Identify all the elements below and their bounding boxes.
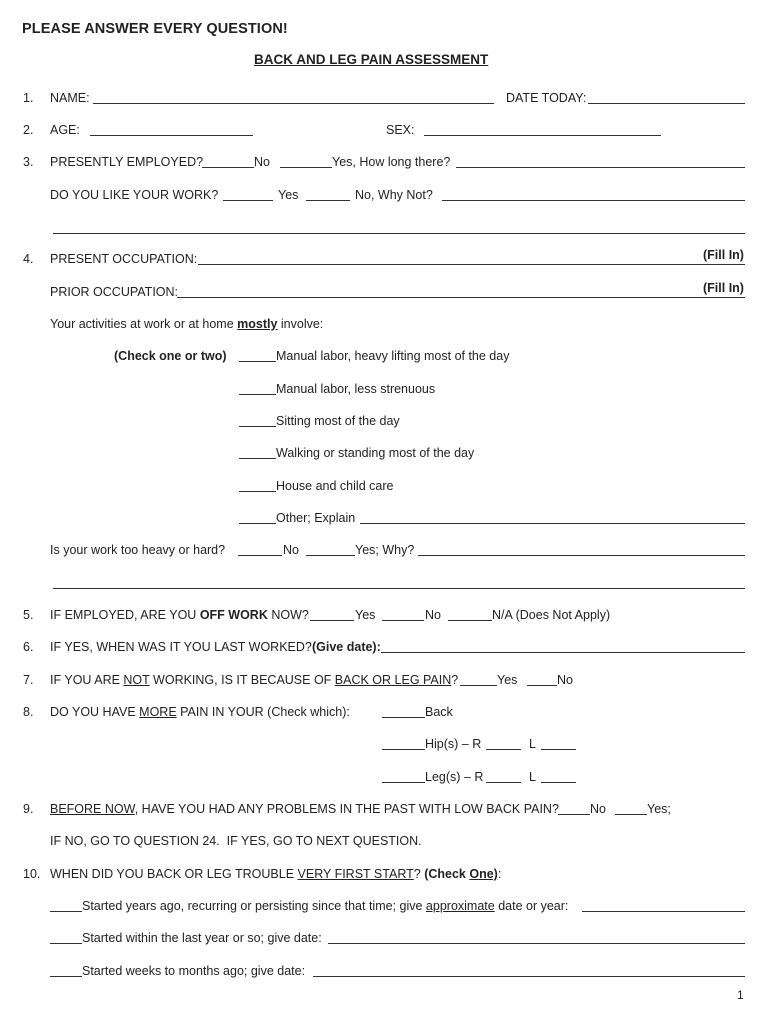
pain-legs-blank[interactable] <box>382 782 425 783</box>
first-start-option-blank[interactable] <box>50 943 82 944</box>
sex-label: SEX: <box>386 123 415 137</box>
work-too-heavy-yes-blank[interactable] <box>306 555 355 556</box>
activity-option-label: Sitting most of the day <box>276 414 400 428</box>
age-field[interactable] <box>90 135 253 136</box>
first-start-years-date-field[interactable] <box>582 911 745 912</box>
off-work-question: IF EMPLOYED, ARE YOU OFF WORK NOW? <box>50 608 309 622</box>
q3-number: 3. <box>23 155 34 169</box>
present-occupation-fill-in-note: (Fill In) <box>703 248 744 262</box>
prior-occupation-label: PRIOR OCCUPATION: <box>50 285 179 299</box>
check-one-or-two-note: (Check one or two) <box>114 349 227 363</box>
like-work-yes-blank[interactable] <box>223 200 273 201</box>
give-date-note: (Give date): <box>312 640 381 654</box>
how-long-field[interactable] <box>456 167 745 168</box>
activity-option-label: Manual labor, less strenuous <box>276 382 436 396</box>
activity-option-blank[interactable] <box>239 491 276 492</box>
past-problems-yes-label: Yes; <box>647 802 671 816</box>
instruction-heading: PLEASE ANSWER EVERY QUESTION! <box>22 21 288 37</box>
pain-back-blank[interactable] <box>382 717 425 718</box>
work-too-heavy-label: Is your work too heavy or hard? <box>50 543 226 557</box>
first-start-option-blank[interactable] <box>50 976 82 977</box>
pain-hips-left-label: L <box>529 737 536 751</box>
why-not-field-line-2[interactable] <box>53 233 745 234</box>
first-start-option-last-year: Started within the last year or so; give date: <box>82 931 322 945</box>
prior-occupation-fill-in-note: (Fill In) <box>703 281 744 295</box>
skip-instruction: IF NO, GO TO QUESTION 24. IF YES, GO TO NEXT QUESTION. <box>50 834 422 848</box>
off-work-no-label: No <box>425 608 441 622</box>
activity-option-label: House and child care <box>276 479 394 493</box>
off-work-no-blank[interactable] <box>382 620 424 621</box>
work-too-heavy-why-field-line-2[interactable] <box>53 588 745 589</box>
q4-number: 4. <box>23 252 34 266</box>
name-field[interactable] <box>93 103 494 104</box>
pain-hips-right-blank[interactable] <box>486 749 521 750</box>
first-start-last-year-date-field[interactable] <box>328 943 745 944</box>
q2-number: 2. <box>23 123 34 137</box>
pain-legs-right-blank[interactable] <box>486 782 521 783</box>
pain-legs-left-blank[interactable] <box>541 782 576 783</box>
employed-yes-blank[interactable] <box>280 167 332 168</box>
past-problems-no-label: No <box>590 802 606 816</box>
q6-number: 6. <box>23 640 34 654</box>
like-work-label: DO YOU LIKE YOUR WORK? <box>50 188 219 202</box>
not-working-no-blank[interactable] <box>527 685 557 686</box>
page-number: 1 <box>737 988 744 1002</box>
pain-legs-left-label: L <box>529 770 536 784</box>
off-work-yes-label: Yes <box>355 608 376 622</box>
q7-number: 7. <box>23 673 34 687</box>
employed-no-label: No <box>254 155 270 169</box>
name-label: NAME: <box>50 91 90 105</box>
like-work-no-blank[interactable] <box>306 200 350 201</box>
prior-occupation-field[interactable] <box>177 297 745 298</box>
activities-prompt: Your activities at work or at home mostly involve: <box>50 317 324 331</box>
past-problems-yes-blank[interactable] <box>615 814 647 815</box>
first-start-option-weeks: Started weeks to months ago; give date: <box>82 964 306 978</box>
first-start-option-blank[interactable] <box>50 911 82 912</box>
activity-option-blank[interactable] <box>239 458 276 459</box>
employed-label: PRESENTLY EMPLOYED? <box>50 155 204 169</box>
work-too-heavy-why-field[interactable] <box>418 555 745 556</box>
past-problems-question: BEFORE NOW, HAVE YOU HAD ANY PROBLEMS IN THE PAST WITH LOW BACK PAIN? <box>50 802 559 816</box>
not-working-yes-label: Yes <box>497 673 518 687</box>
pain-hips-label: Hip(s) – R <box>425 737 482 751</box>
activity-option-blank[interactable] <box>239 523 276 524</box>
last-worked-question: IF YES, WHEN WAS IT YOU LAST WORKED? <box>50 640 312 654</box>
off-work-yes-blank[interactable] <box>310 620 354 621</box>
past-problems-no-blank[interactable] <box>558 814 590 815</box>
q9-number: 9. <box>23 802 34 816</box>
age-label: AGE: <box>50 123 80 137</box>
not-working-yes-blank[interactable] <box>460 685 497 686</box>
first-start-question: WHEN DID YOU BACK OR LEG TROUBLE VERY FIRST START? (Check One): <box>50 867 502 881</box>
q8-number: 8. <box>23 705 34 719</box>
off-work-na-label: N/A (Does Not Apply) <box>492 608 611 622</box>
other-explain-field[interactable] <box>360 523 745 524</box>
not-working-question: IF YOU ARE NOT WORKING, IS IT BECAUSE OF BACK OR LEG PAIN? <box>50 673 459 687</box>
pain-hips-blank[interactable] <box>382 749 425 750</box>
q1-number: 1. <box>23 91 34 105</box>
first-start-weeks-date-field[interactable] <box>313 976 745 977</box>
work-too-heavy-no-label: No <box>283 543 299 557</box>
activity-option-label: Walking or standing most of the day <box>276 446 475 460</box>
pain-legs-label: Leg(s) – R <box>425 770 484 784</box>
sex-field[interactable] <box>424 135 661 136</box>
present-occupation-field[interactable] <box>198 264 745 265</box>
work-too-heavy-yes-label: Yes; Why? <box>355 543 415 557</box>
date-today-field[interactable] <box>588 103 745 104</box>
more-pain-question: DO YOU HAVE MORE PAIN IN YOUR (Check which): <box>50 705 350 719</box>
like-work-no-label: No, Why Not? <box>355 188 433 202</box>
activity-option-blank[interactable] <box>239 394 276 395</box>
pain-back-label: Back <box>425 705 453 719</box>
first-start-option-years: Started years ago, recurring or persisting since that time; give approximate date or year: <box>82 899 569 913</box>
employed-yes-label: Yes, How long there? <box>332 155 451 169</box>
activity-option-label: Other; Explain <box>276 511 356 525</box>
form-title: BACK AND LEG PAIN ASSESSMENT <box>254 52 489 67</box>
date-today-label: DATE TODAY: <box>506 91 587 105</box>
not-working-no-label: No <box>557 673 573 687</box>
work-too-heavy-no-blank[interactable] <box>238 555 282 556</box>
employed-no-blank[interactable] <box>202 167 254 168</box>
q5-number: 5. <box>23 608 34 622</box>
off-work-na-blank[interactable] <box>448 620 492 621</box>
last-worked-date-field[interactable] <box>381 652 745 653</box>
why-not-field[interactable] <box>442 200 745 201</box>
present-occupation-label: PRESENT OCCUPATION: <box>50 252 198 266</box>
q10-number: 10. <box>23 867 41 881</box>
activity-option-blank[interactable] <box>239 361 276 362</box>
like-work-yes-label: Yes <box>278 188 299 202</box>
pain-hips-left-blank[interactable] <box>541 749 576 750</box>
activity-option-blank[interactable] <box>239 426 276 427</box>
activity-option-label: Manual labor, heavy lifting most of the day <box>276 349 510 363</box>
